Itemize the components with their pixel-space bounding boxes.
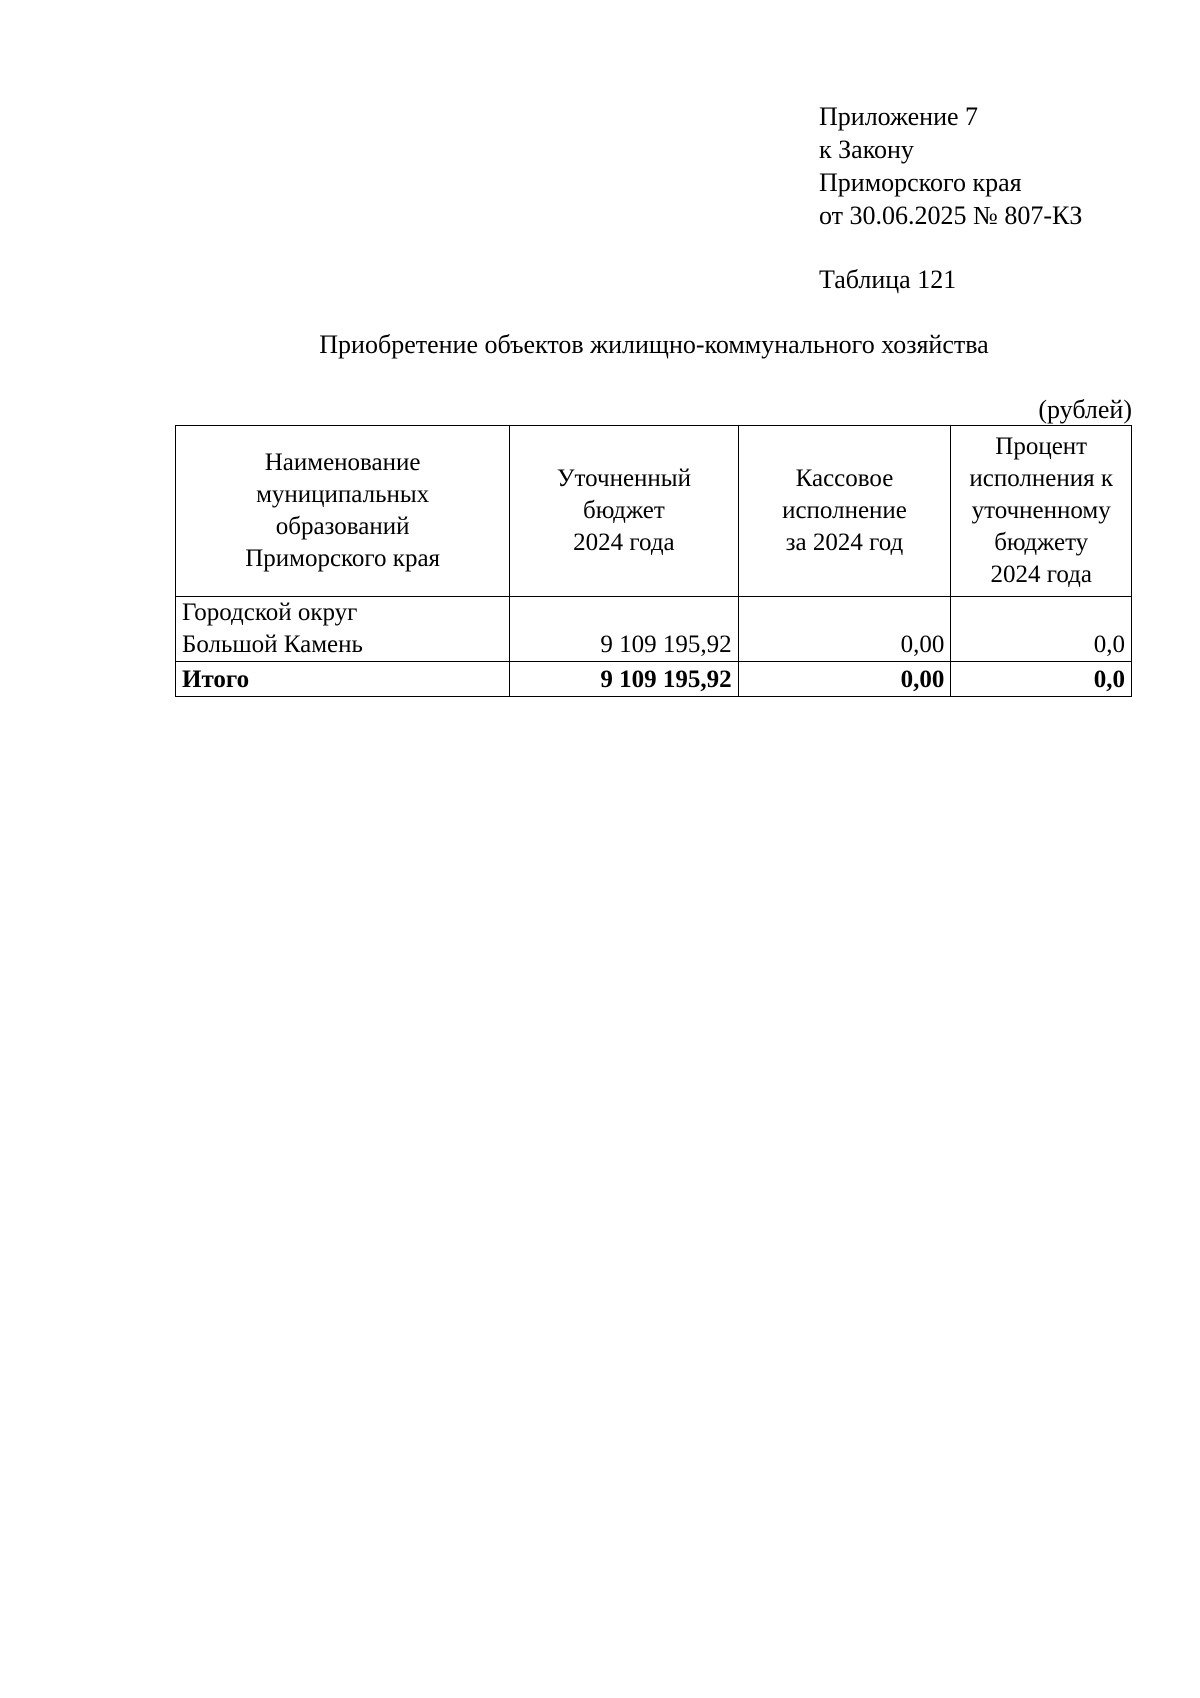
percent-cell: 0,0 [951, 597, 1132, 662]
total-row [176, 662, 1132, 697]
header-text: исполнение [782, 497, 907, 524]
budget-table [175, 425, 1132, 697]
header-text: Кассовое [795, 465, 894, 492]
annex-line: Приложение 7 [819, 102, 979, 131]
total-execution-cell: 0,00 [738, 662, 951, 697]
annex-line: от 30.06.2025 № 807-КЗ [819, 201, 1083, 230]
header-text: Процент [995, 433, 1088, 460]
municipality-name-cell [176, 597, 510, 662]
total-plan-cell: 9 109 195,92 [510, 662, 738, 697]
plan-cell: 9 109 195,92 [510, 597, 738, 662]
annex-reference [819, 100, 1082, 232]
document-title: Приобретение объектов жилищно-коммунального хозяйства [319, 330, 989, 359]
header-text: уточненному [971, 497, 1111, 524]
header-text: Наименование [264, 449, 421, 476]
header-text: бюджету [994, 529, 1089, 556]
header-text: муниципальных [256, 481, 430, 508]
column-header-percent [951, 426, 1132, 597]
table-row [176, 597, 1132, 662]
header-text: образований [275, 513, 410, 540]
total-label-cell: Итого [176, 662, 510, 697]
header-text: за 2024 год [785, 529, 904, 556]
units-label: (рублей) [1038, 395, 1132, 424]
annex-line: Приморского края [819, 168, 1022, 197]
column-header-municipality [176, 426, 510, 597]
municipality-name: Городской округ [182, 599, 358, 626]
header-text: Уточненный [556, 465, 691, 492]
header-text: 2024 года [990, 561, 1092, 588]
annex-line: к Закону [819, 135, 914, 164]
total-percent-cell: 0,0 [951, 662, 1132, 697]
execution-cell: 0,00 [738, 597, 951, 662]
column-header-execution [738, 426, 951, 597]
header-text: Приморского края [245, 545, 441, 572]
header-text: исполнения к [969, 465, 1113, 492]
header-text: бюджет [583, 497, 665, 524]
table-header-row [176, 426, 1132, 597]
header-text: 2024 года [573, 529, 675, 556]
column-header-plan [510, 426, 738, 597]
municipality-name: Большой Камень [182, 631, 363, 658]
table-number: Таблица 121 [819, 265, 957, 294]
